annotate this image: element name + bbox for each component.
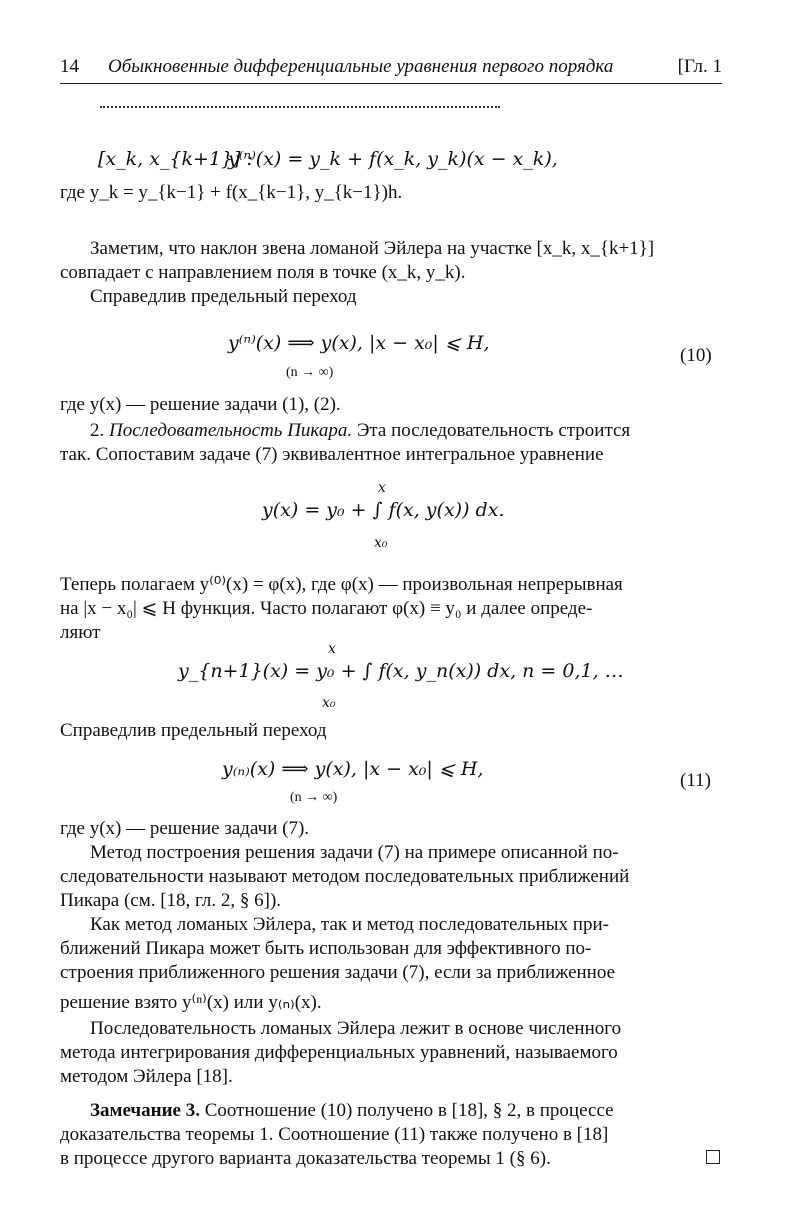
equation-11: y₍ₙ₎(x) ⟹ y(x), |x − x₀| ⩽ H, (222, 758, 484, 780)
euler-where: где y_k = y_{k−1} + f(x_{k−1}, y_{k−1})h. (60, 182, 403, 203)
integral-lower-limit: x₀ (374, 535, 388, 551)
running-header (60, 56, 722, 82)
integral-upper-limit: x (378, 480, 386, 496)
remark-line3: в процессе другого варианта доказательства теоремы 1 (§ 6). (60, 1148, 551, 1169)
seq-line1: Последовательность ломаных Эйлера лежит в основе численного (90, 1018, 622, 1039)
where-11: где y(x) — решение задачи (7). (60, 818, 310, 839)
para1-line2: совпадает с направлением поля в точке (x_k, y_k). (60, 262, 466, 283)
phi-line3: ляют (60, 622, 101, 643)
iteration-lower-limit: x₀ (322, 695, 336, 711)
seq-line3: методом Эйлера [18]. (60, 1066, 233, 1087)
remark-line1 (90, 1098, 614, 1124)
seq-line2: метода интегрирования дифференциальных уравнений, называемого (60, 1042, 618, 1063)
running-title: Обыкновенные дифференциальные уравнения первого порядка (108, 56, 614, 77)
remark-label: Замечание 3. (90, 1100, 200, 1121)
phi-line2: на |x − x₀| ⩽ H функция. Часто полагают φ(x) ≡ y₀ и далее опреде- (60, 598, 593, 619)
euler-formula: y⁽ⁿ⁾(x) = y_k + f(x_k, y_k)(x − x_k), (228, 148, 558, 170)
para1-line1: Заметим, что наклон звена ломаной Эйлера на участке [x_k, x_{k+1}] (90, 238, 655, 259)
where-10: где y(x) — решение задачи (1), (2). (60, 394, 341, 415)
both-line4: решение взято y⁽ⁿ⁾(x) или y₍ₙ₎(x). (60, 992, 322, 1013)
para3: Справедлив предельный переход (60, 720, 327, 741)
chapter-marker: [Гл. 1 (677, 56, 722, 77)
equation-10-number: (10) (680, 345, 712, 366)
method-line2: следовательности называют методом последовательных приближений (60, 866, 630, 887)
method-line3: Пикара (см. [18, гл. 2, § 6]). (60, 890, 282, 911)
phi-line1: Теперь полагаем y⁽⁰⁾(x) = φ(x), где φ(x) — произвольная непрерывная (60, 574, 623, 595)
para2: Справедлив предельный переход (90, 286, 357, 307)
equation-10: y⁽ⁿ⁾(x) ⟹ y(x), |x − x₀| ⩽ H, (228, 332, 490, 354)
page-number: 14 (60, 56, 79, 77)
equation-10-limit: (n → ∞) (286, 365, 334, 380)
equation-11-limit: (n → ∞) (290, 790, 338, 805)
dotted-separator (100, 106, 500, 114)
euler-interval: [x_k, x_{k+1}] : (98, 148, 253, 170)
method-line1: Метод построения решения задачи (7) на примере описанной по- (90, 842, 619, 863)
picard-rest: Эта последовательность строится (352, 420, 631, 441)
both-line2: ближений Пикара может быть использован для эффективного по- (60, 938, 592, 959)
iteration-equation: y_{n+1}(x) = y₀ + ∫ f(x, y_n(x)) dx, n = 0,1, … (178, 660, 624, 682)
both-line3: строения приближенного решения задачи (7), если за приближенное (60, 962, 615, 983)
integral-equation: y(x) = y₀ + ∫ f(x, y(x)) dx. (262, 499, 505, 521)
remark-text1: Соотношение (10) получено в [18], § 2, в процессе (199, 1100, 614, 1121)
both-line1: Как метод ломаных Эйлера, так и метод последовательных при- (90, 914, 609, 935)
equation-11-number: (11) (680, 770, 711, 791)
end-of-proof-icon (706, 1146, 720, 1172)
iteration-upper-limit: x (328, 641, 336, 657)
remark-line2: доказательства теоремы 1. Соотношение (11) также получено в [18] (60, 1124, 609, 1145)
header-rule (60, 83, 722, 84)
picard-number: 2. (90, 420, 109, 441)
picard-line2: так. Сопоставим задаче (7) эквивалентное интегральное уравнение (60, 444, 604, 465)
picard-line1 (90, 418, 630, 444)
picard-heading: Последовательность Пикара. (109, 420, 353, 441)
